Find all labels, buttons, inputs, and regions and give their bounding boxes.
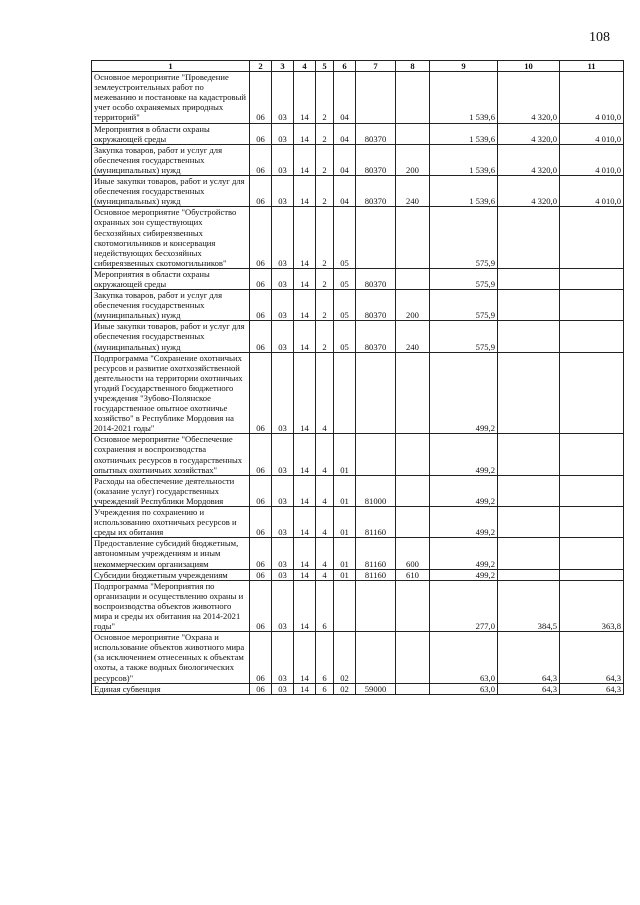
row-value-cell: 06 xyxy=(250,123,272,144)
row-value-cell: 06 xyxy=(250,352,272,434)
row-value-cell: 14 xyxy=(294,207,316,269)
row-value-cell: 06 xyxy=(250,538,272,569)
row-name-cell: Учреждения по сохранению и использованию охотничьих ресурсов и среды их обитания xyxy=(92,507,250,538)
row-name-cell: Единая субвенция xyxy=(92,683,250,694)
row-value-cell: 499,2 xyxy=(430,475,498,506)
row-value-cell: 14 xyxy=(294,434,316,475)
row-value-cell xyxy=(498,321,560,352)
row-name-cell: Закупка товаров, работ и услуг для обеспечения государственных (муниципальных) нужд xyxy=(92,144,250,175)
row-name-cell: Основное мероприятие "Обустройство охранных зон существующих бесхозяйных сибиреязвенных скотомогильников и консервация недействующих бесхозяйных сибиреязвенных скотомогильников" xyxy=(92,207,250,269)
row-value-cell: 14 xyxy=(294,538,316,569)
row-name-cell: Основное мероприятие "Проведение землеустроительных работ по межеванию и постановке на кадастровый учет особо охраняемых природных территорий" xyxy=(92,72,250,123)
row-value-cell xyxy=(560,321,624,352)
row-value-cell: 14 xyxy=(294,569,316,580)
row-value-cell xyxy=(396,207,430,269)
row-value-cell: 14 xyxy=(294,176,316,207)
row-value-cell: 06 xyxy=(250,475,272,506)
row-value-cell xyxy=(396,123,430,144)
table-row xyxy=(92,683,624,694)
table-row xyxy=(92,569,624,580)
row-value-cell: 06 xyxy=(250,632,272,683)
row-value-cell: 499,2 xyxy=(430,569,498,580)
row-value-cell xyxy=(356,434,396,475)
row-value-cell: 01 xyxy=(334,507,356,538)
row-value-cell: 4 xyxy=(316,538,334,569)
table-row xyxy=(92,268,624,289)
row-value-cell: 06 xyxy=(250,144,272,175)
header-cell: 9 xyxy=(430,61,498,72)
row-value-cell: 6 xyxy=(316,580,334,631)
row-value-cell: 64,3 xyxy=(560,683,624,694)
row-value-cell xyxy=(396,683,430,694)
row-value-cell: 14 xyxy=(294,72,316,123)
row-value-cell: 01 xyxy=(334,434,356,475)
row-value-cell: 02 xyxy=(334,683,356,694)
row-value-cell: 499,2 xyxy=(430,538,498,569)
header-row xyxy=(92,61,624,72)
row-value-cell: 03 xyxy=(272,321,294,352)
row-value-cell xyxy=(498,538,560,569)
row-value-cell: 1 539,6 xyxy=(430,123,498,144)
header-cell: 6 xyxy=(334,61,356,72)
row-value-cell: 80370 xyxy=(356,144,396,175)
row-value-cell: 14 xyxy=(294,352,316,434)
table-row xyxy=(92,538,624,569)
row-value-cell: 05 xyxy=(334,290,356,321)
row-value-cell: 05 xyxy=(334,268,356,289)
header-cell: 2 xyxy=(250,61,272,72)
row-value-cell: 14 xyxy=(294,683,316,694)
row-value-cell: 14 xyxy=(294,144,316,175)
row-value-cell xyxy=(356,632,396,683)
row-value-cell: 06 xyxy=(250,290,272,321)
row-value-cell: 06 xyxy=(250,507,272,538)
row-value-cell: 4 320,0 xyxy=(498,176,560,207)
row-value-cell: 2 xyxy=(316,321,334,352)
row-value-cell: 06 xyxy=(250,176,272,207)
row-value-cell: 2 xyxy=(316,144,334,175)
header-cell: 3 xyxy=(272,61,294,72)
row-value-cell: 200 xyxy=(396,290,430,321)
row-value-cell: 03 xyxy=(272,207,294,269)
row-value-cell: 600 xyxy=(396,538,430,569)
row-value-cell xyxy=(560,207,624,269)
row-value-cell: 14 xyxy=(294,321,316,352)
row-value-cell: 4 010,0 xyxy=(560,144,624,175)
row-value-cell: 04 xyxy=(334,144,356,175)
row-value-cell: 14 xyxy=(294,632,316,683)
row-value-cell: 277,0 xyxy=(430,580,498,631)
row-value-cell: 2 xyxy=(316,207,334,269)
row-value-cell: 03 xyxy=(272,144,294,175)
row-value-cell: 4 xyxy=(316,475,334,506)
table-row xyxy=(92,290,624,321)
row-value-cell xyxy=(396,72,430,123)
row-value-cell xyxy=(334,352,356,434)
row-value-cell: 240 xyxy=(396,176,430,207)
row-value-cell xyxy=(560,475,624,506)
row-value-cell: 04 xyxy=(334,72,356,123)
row-value-cell: 02 xyxy=(334,632,356,683)
table-body xyxy=(92,72,624,695)
row-value-cell xyxy=(396,632,430,683)
row-value-cell xyxy=(498,507,560,538)
row-value-cell: 63,0 xyxy=(430,632,498,683)
row-value-cell: 6 xyxy=(316,632,334,683)
table-row xyxy=(92,507,624,538)
row-value-cell: 03 xyxy=(272,176,294,207)
row-value-cell: 81160 xyxy=(356,538,396,569)
row-value-cell: 80370 xyxy=(356,268,396,289)
table-row xyxy=(92,144,624,175)
row-name-cell: Основное мероприятие "Охрана и использование объектов животного мира (за исключением отнесенных к объектам охоты, а также водных биологических ресурсов)" xyxy=(92,632,250,683)
row-value-cell xyxy=(498,434,560,475)
row-value-cell xyxy=(560,538,624,569)
row-value-cell: 575,9 xyxy=(430,207,498,269)
row-value-cell xyxy=(498,268,560,289)
row-value-cell xyxy=(498,475,560,506)
row-value-cell: 4 xyxy=(316,507,334,538)
row-value-cell xyxy=(396,580,430,631)
row-value-cell: 04 xyxy=(334,176,356,207)
row-value-cell: 03 xyxy=(272,72,294,123)
row-value-cell xyxy=(560,352,624,434)
row-name-cell: Иные закупки товаров, работ и услуг для обеспечения государственных (муниципальных) нужд xyxy=(92,321,250,352)
row-value-cell xyxy=(396,268,430,289)
row-value-cell: 4 010,0 xyxy=(560,176,624,207)
row-value-cell: 01 xyxy=(334,569,356,580)
row-value-cell: 64,3 xyxy=(498,683,560,694)
row-value-cell: 03 xyxy=(272,290,294,321)
row-value-cell: 03 xyxy=(272,475,294,506)
row-name-cell: Мероприятия в области охраны окружающей среды xyxy=(92,123,250,144)
table-row xyxy=(92,580,624,631)
row-value-cell xyxy=(498,569,560,580)
row-value-cell: 4 320,0 xyxy=(498,123,560,144)
table-row xyxy=(92,632,624,683)
row-value-cell xyxy=(560,268,624,289)
row-value-cell: 2 xyxy=(316,268,334,289)
row-value-cell xyxy=(560,569,624,580)
row-value-cell: 03 xyxy=(272,507,294,538)
table-row xyxy=(92,475,624,506)
table-row xyxy=(92,123,624,144)
row-name-cell: Основное мероприятие "Обеспечение сохранения и воспроизводства охотничьих ресурсов в государственных опытных охотничьих хозяйствах" xyxy=(92,434,250,475)
table-row xyxy=(92,352,624,434)
header-cell: 5 xyxy=(316,61,334,72)
row-value-cell: 80370 xyxy=(356,290,396,321)
table-row xyxy=(92,72,624,123)
row-value-cell: 80370 xyxy=(356,123,396,144)
row-value-cell: 384,5 xyxy=(498,580,560,631)
row-name-cell: Предоставление субсидий бюджетным, автономным учреждениям и иным некоммерческим организациям xyxy=(92,538,250,569)
row-value-cell xyxy=(396,352,430,434)
row-value-cell: 06 xyxy=(250,434,272,475)
row-value-cell: 1 539,6 xyxy=(430,176,498,207)
row-value-cell: 610 xyxy=(396,569,430,580)
row-value-cell xyxy=(560,434,624,475)
row-value-cell: 64,3 xyxy=(560,632,624,683)
row-value-cell: 06 xyxy=(250,268,272,289)
row-value-cell: 575,9 xyxy=(430,268,498,289)
row-value-cell: 80370 xyxy=(356,321,396,352)
row-value-cell: 6 xyxy=(316,683,334,694)
row-value-cell: 80370 xyxy=(356,176,396,207)
header-cell: 11 xyxy=(560,61,624,72)
row-value-cell: 14 xyxy=(294,580,316,631)
row-value-cell: 240 xyxy=(396,321,430,352)
row-value-cell: 4 010,0 xyxy=(560,72,624,123)
row-value-cell xyxy=(560,290,624,321)
row-value-cell xyxy=(498,352,560,434)
row-value-cell xyxy=(498,290,560,321)
row-value-cell: 06 xyxy=(250,569,272,580)
row-value-cell: 2 xyxy=(316,72,334,123)
row-value-cell: 575,9 xyxy=(430,321,498,352)
row-value-cell: 575,9 xyxy=(430,290,498,321)
row-value-cell: 363,8 xyxy=(560,580,624,631)
row-value-cell: 81160 xyxy=(356,507,396,538)
row-value-cell: 01 xyxy=(334,475,356,506)
row-value-cell: 4 010,0 xyxy=(560,123,624,144)
row-value-cell: 03 xyxy=(272,123,294,144)
row-value-cell: 63,0 xyxy=(430,683,498,694)
row-name-cell: Иные закупки товаров, работ и услуг для обеспечения государственных (муниципальных) нужд xyxy=(92,176,250,207)
row-value-cell: 200 xyxy=(396,144,430,175)
row-value-cell: 03 xyxy=(272,268,294,289)
page-number: 108 xyxy=(589,30,610,45)
budget-table xyxy=(91,60,624,695)
row-value-cell: 4 xyxy=(316,352,334,434)
row-value-cell: 81160 xyxy=(356,569,396,580)
row-value-cell: 06 xyxy=(250,321,272,352)
row-value-cell: 4 xyxy=(316,434,334,475)
row-value-cell: 4 320,0 xyxy=(498,72,560,123)
row-value-cell: 81000 xyxy=(356,475,396,506)
row-name-cell: Субсидии бюджетным учреждениям xyxy=(92,569,250,580)
row-value-cell xyxy=(356,580,396,631)
row-value-cell xyxy=(356,207,396,269)
row-value-cell: 03 xyxy=(272,632,294,683)
row-value-cell xyxy=(498,207,560,269)
row-value-cell: 03 xyxy=(272,434,294,475)
row-name-cell: Расходы на обеспечение деятельности (оказание услуг) государственных учреждений Республики Мордовия xyxy=(92,475,250,506)
row-value-cell: 03 xyxy=(272,352,294,434)
row-value-cell: 05 xyxy=(334,321,356,352)
row-value-cell: 59000 xyxy=(356,683,396,694)
row-value-cell: 01 xyxy=(334,538,356,569)
row-name-cell: Подпрограмма "Сохранение охотничьих ресурсов и развитие охотхозяйственной деятельности на территории охотничьих угодий Государственного бюджетного учреждения "Зубово-Полянское государственное опытное охотничье хозяйство" в Республике Мордовия на 2014-2021 годы" xyxy=(92,352,250,434)
row-value-cell: 06 xyxy=(250,207,272,269)
row-name-cell: Закупка товаров, работ и услуг для обеспечения государственных (муниципальных) нужд xyxy=(92,290,250,321)
row-value-cell xyxy=(396,507,430,538)
row-value-cell: 14 xyxy=(294,475,316,506)
row-value-cell: 499,2 xyxy=(430,352,498,434)
row-value-cell: 06 xyxy=(250,580,272,631)
header-cell: 8 xyxy=(396,61,430,72)
table-row xyxy=(92,176,624,207)
row-value-cell: 1 539,6 xyxy=(430,144,498,175)
header-cell: 10 xyxy=(498,61,560,72)
row-value-cell: 14 xyxy=(294,290,316,321)
row-value-cell: 2 xyxy=(316,123,334,144)
row-value-cell: 1 539,6 xyxy=(430,72,498,123)
row-value-cell: 14 xyxy=(294,123,316,144)
row-value-cell xyxy=(356,352,396,434)
row-name-cell: Мероприятия в области охраны окружающей среды xyxy=(92,268,250,289)
row-value-cell: 4 xyxy=(316,569,334,580)
table-row xyxy=(92,321,624,352)
row-value-cell: 03 xyxy=(272,683,294,694)
row-value-cell: 2 xyxy=(316,176,334,207)
row-value-cell: 03 xyxy=(272,569,294,580)
row-value-cell: 64,3 xyxy=(498,632,560,683)
header-cell: 1 xyxy=(92,61,250,72)
row-value-cell xyxy=(560,507,624,538)
row-value-cell xyxy=(334,580,356,631)
row-value-cell: 499,2 xyxy=(430,434,498,475)
row-value-cell: 06 xyxy=(250,683,272,694)
row-value-cell: 04 xyxy=(334,123,356,144)
row-value-cell: 499,2 xyxy=(430,507,498,538)
row-value-cell: 14 xyxy=(294,268,316,289)
header-cell: 7 xyxy=(356,61,396,72)
row-value-cell xyxy=(396,434,430,475)
row-value-cell: 03 xyxy=(272,580,294,631)
row-value-cell: 03 xyxy=(272,538,294,569)
row-value-cell: 4 320,0 xyxy=(498,144,560,175)
header-cell: 4 xyxy=(294,61,316,72)
row-value-cell xyxy=(356,72,396,123)
table-row xyxy=(92,207,624,269)
row-value-cell: 14 xyxy=(294,507,316,538)
row-value-cell: 2 xyxy=(316,290,334,321)
table-row xyxy=(92,434,624,475)
row-value-cell: 06 xyxy=(250,72,272,123)
row-name-cell: Подпрограмма "Мероприятия по организации и осуществлению охраны и воспроизводства объектов животного мира и среды их обитания на 2014-2021 годы" xyxy=(92,580,250,631)
row-value-cell xyxy=(396,475,430,506)
row-value-cell: 05 xyxy=(334,207,356,269)
